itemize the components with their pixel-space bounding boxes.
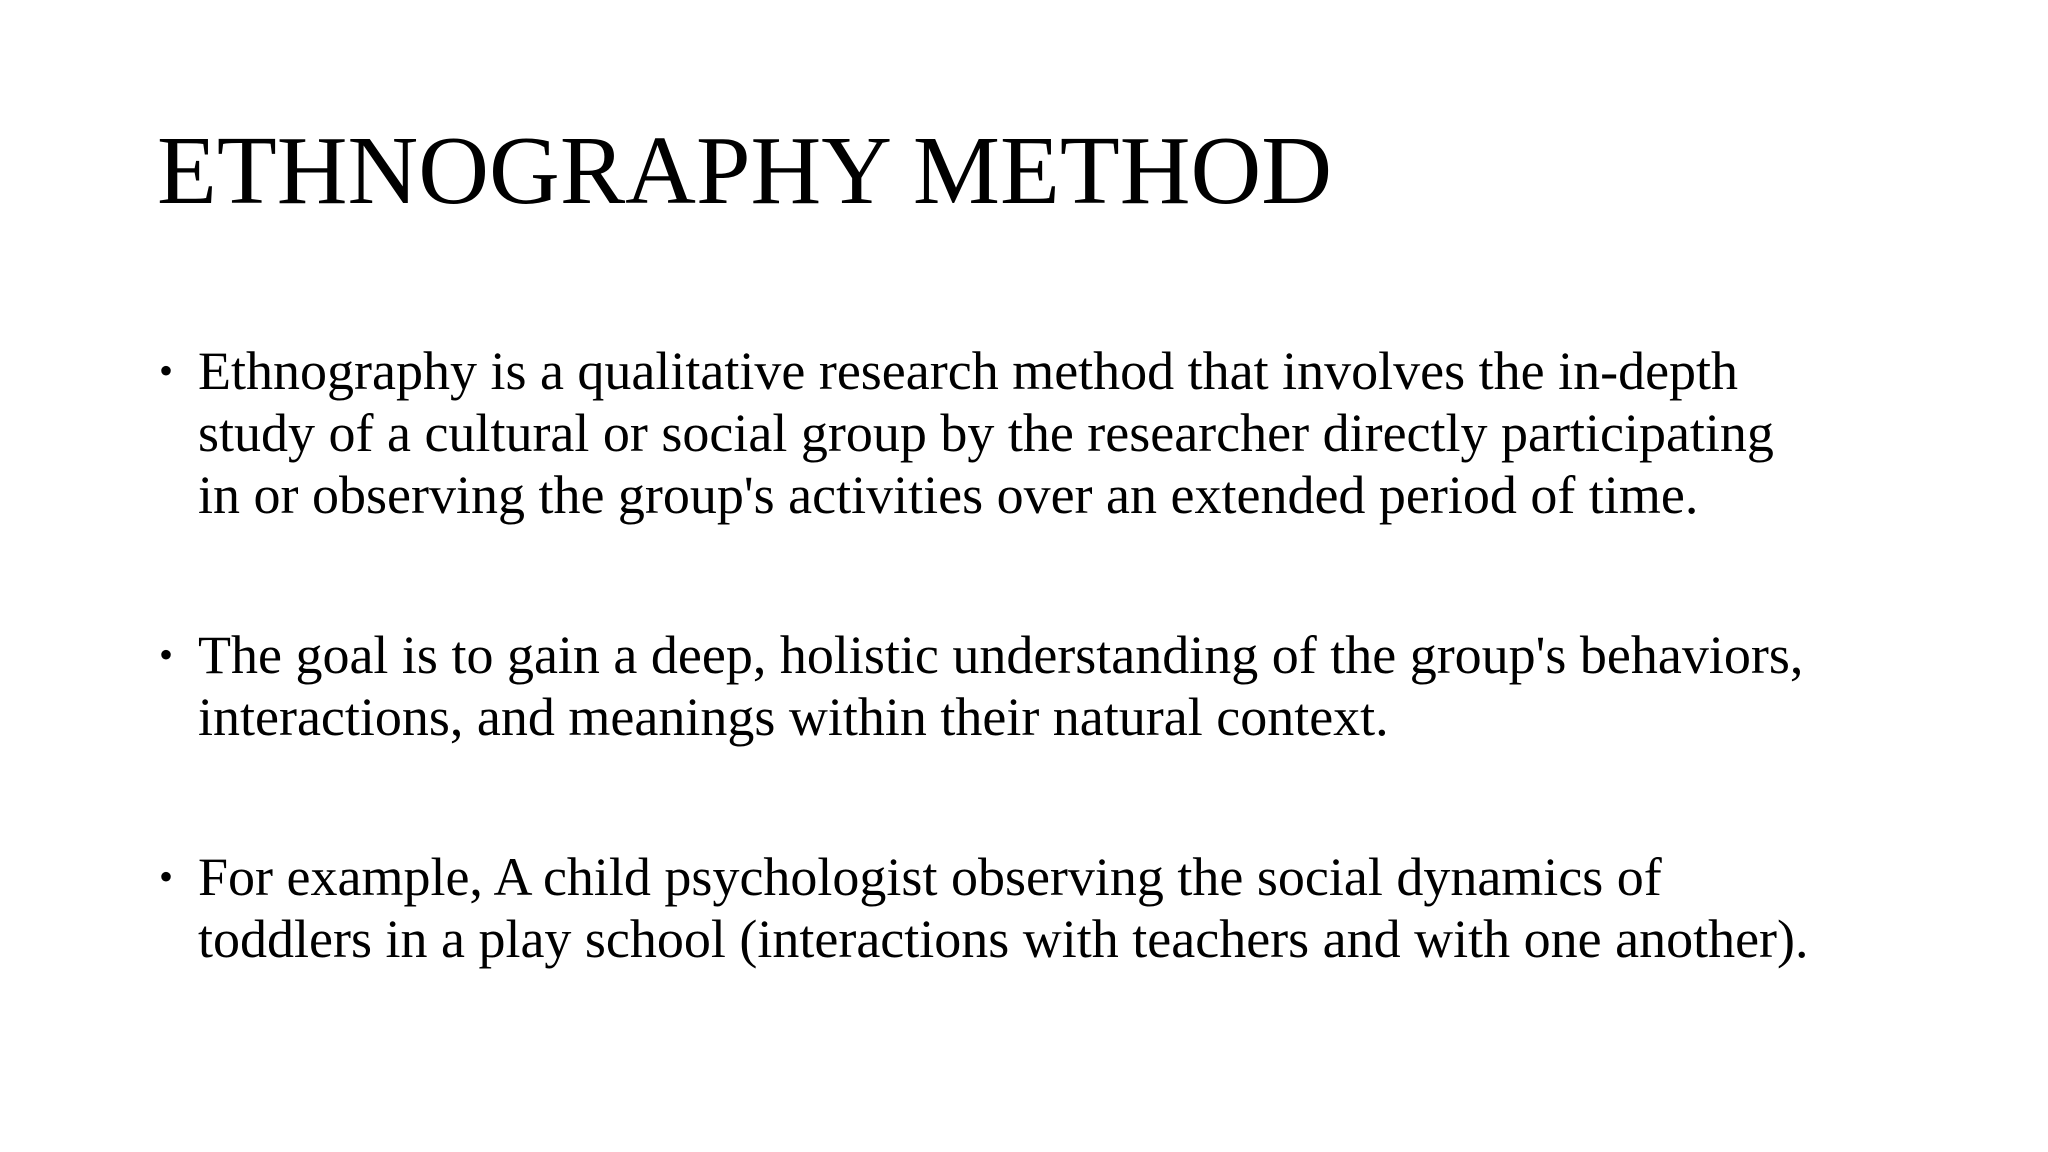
bullet-line: study of a cultural or social group by the researcher directly participating <box>198 403 1774 463</box>
bullet-item-definition <box>157 340 1917 526</box>
slide-title: ETHNOGRAPHY METHOD <box>157 117 1333 225</box>
bullet-item-example <box>157 846 1917 970</box>
bullet-list <box>157 340 1917 970</box>
bullet-icon: • <box>159 854 174 899</box>
bullet-line: in or observing the group's activities over an extended period of time. <box>198 465 1699 525</box>
bullet-line: For example, A child psychologist observing the social dynamics of <box>198 847 1662 907</box>
bullet-icon: • <box>159 348 174 393</box>
bullet-icon: • <box>159 632 174 677</box>
bullet-item-goal <box>157 624 1917 748</box>
bullet-line: Ethnography is a qualitative research method that involves the in-depth <box>198 341 1739 401</box>
bullet-line: toddlers in a play school (interactions with teachers and with one another). <box>198 909 1809 969</box>
bullet-line: interactions, and meanings within their natural context. <box>198 687 1389 747</box>
bullet-line: The goal is to gain a deep, holistic understanding of the group's behaviors, <box>198 625 1804 685</box>
